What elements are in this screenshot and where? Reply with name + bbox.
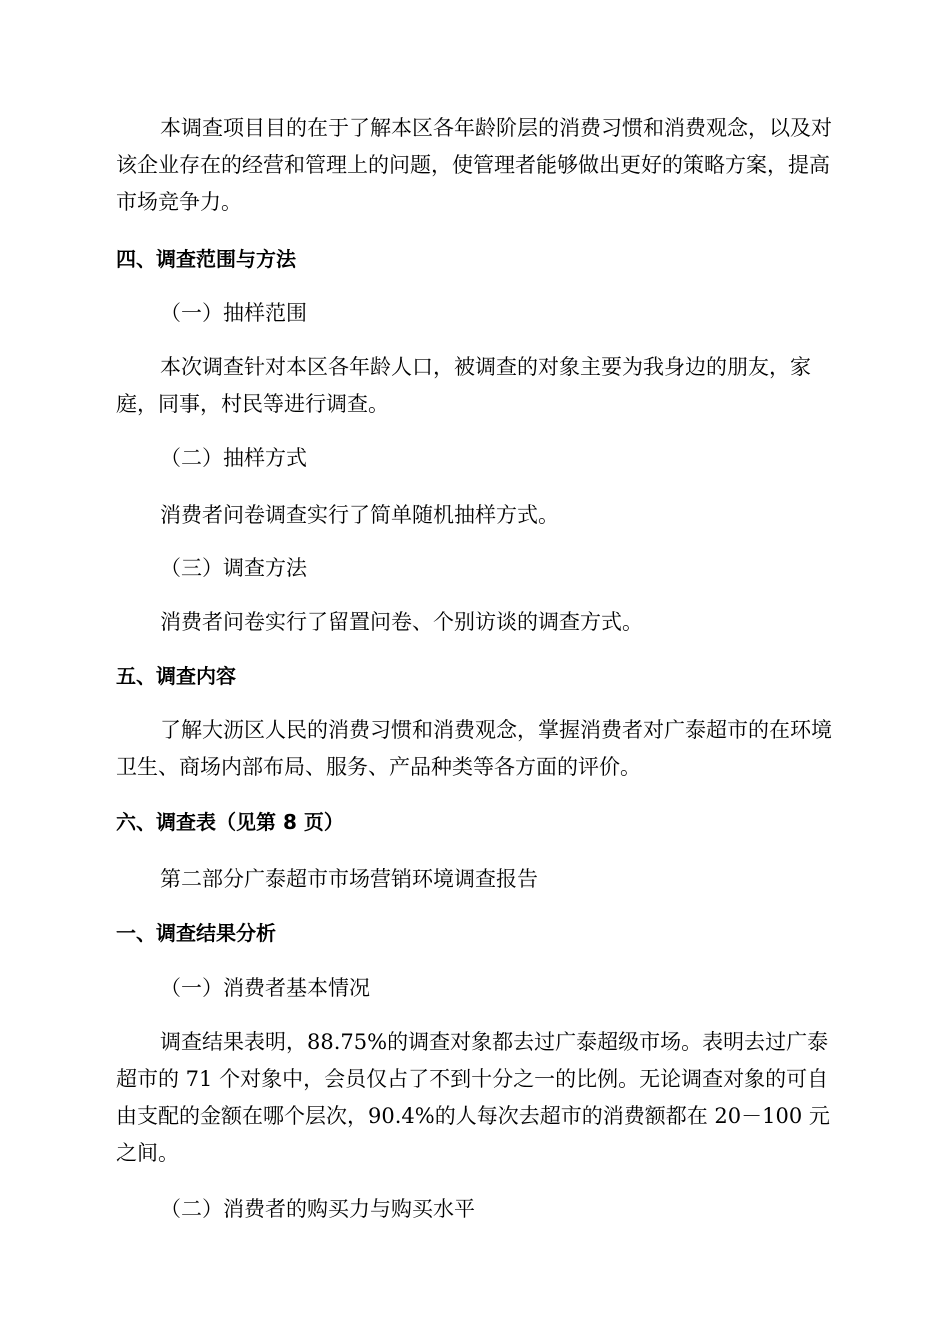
heading-survey-table: 六、调查表（见第 8 页）: [116, 810, 344, 834]
heading-survey-content: 五、调查内容: [116, 664, 236, 688]
heading-scope-and-method: 四、调查范围与方法: [116, 247, 296, 271]
paragraph-sampling-method: 消费者问卷调查实行了简单随机抽样方式。: [160, 503, 559, 527]
subheading-survey-method: （三）调查方法: [160, 556, 307, 580]
heading-result-analysis: 一、调查结果分析: [116, 921, 276, 945]
subheading-purchasing-power: （二）消费者的购买力与购买水平: [160, 1197, 475, 1221]
paragraph-part-two-title: 第二部分广泰超市市场营销环境调查报告: [160, 867, 538, 891]
paragraph-survey-method: 消费者问卷实行了留置问卷、个别访谈的调查方式。: [160, 610, 643, 634]
paragraph-sampling-scope: 本次调查针对本区各年龄人口，被调查的对象主要为我身边的朋友，家庭，同事，村民等进行调查。: [116, 355, 811, 416]
subheading-consumer-basics: （一）消费者基本情况: [160, 976, 370, 1000]
subheading-sampling-scope: （一）抽样范围: [160, 301, 307, 325]
paragraph-consumer-basics: 调查结果表明，88.75%的调查对象都去过广泰超级市场。表明去过广泰超市的 71 个对象中，会员仅占了不到十分之一的比例。无论调查对象的可自由支配的金额在哪个层次，90.4%的人每次去超市的消费额都在 20－100 元之间。: [116, 1030, 830, 1165]
paragraph-survey-content: 了解大沥区人民的消费习惯和消费观念，掌握消费者对广泰超市的在环境卫生、商场内部布局、服务、产品种类等各方面的评价。: [116, 718, 832, 779]
subheading-sampling-method: （二）抽样方式: [160, 446, 307, 470]
paragraph-purpose: 本调查项目目的在于了解本区各年龄阶层的消费习惯和消费观念，以及对该企业存在的经营和管理上的问题，使管理者能够做出更好的策略方案，提高市场竞争力。: [116, 116, 832, 214]
